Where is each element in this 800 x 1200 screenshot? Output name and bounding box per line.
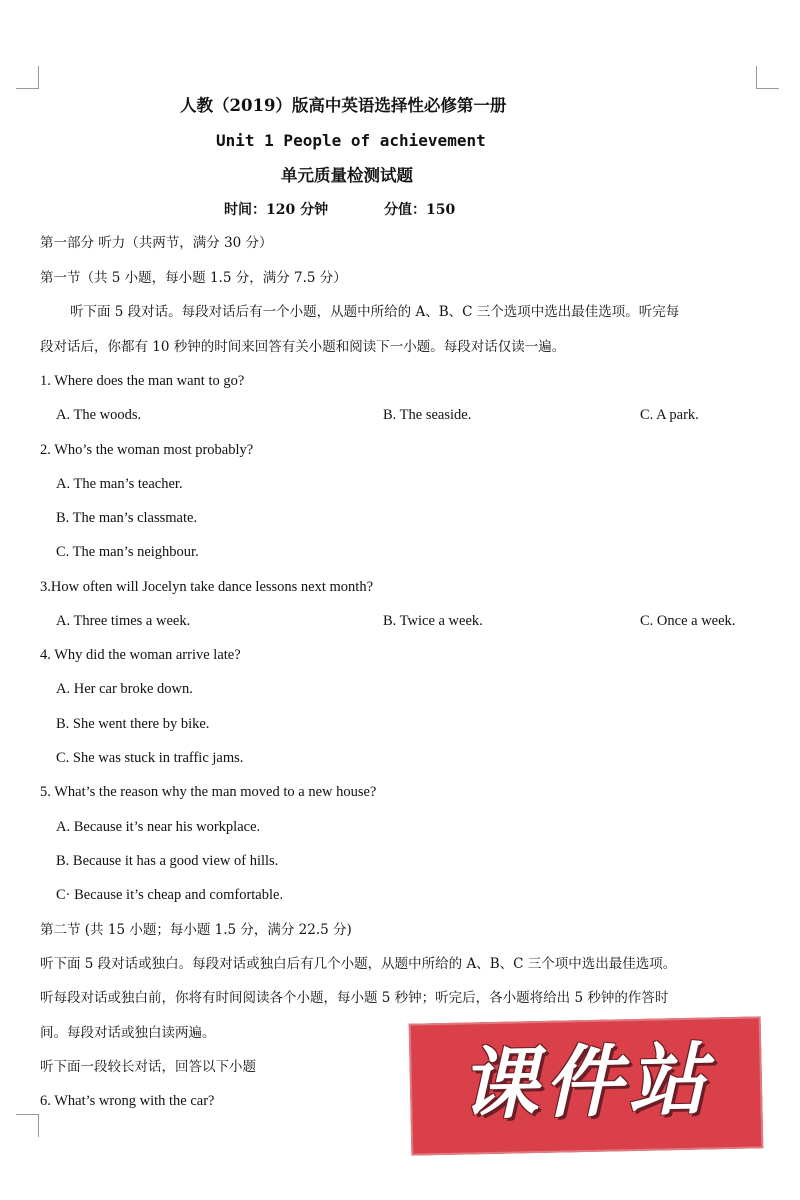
section1-heading: 第一节（共 5 小题，每小题 1.5 分，满分 7.5 分） xyxy=(40,270,347,286)
option-a: A. Her car broke down. xyxy=(56,681,193,697)
question-5: 5. What’s the reason why the man moved to a new house? xyxy=(40,784,377,800)
page-corner-mark-top-right xyxy=(756,66,779,89)
option-a: A. The woods. xyxy=(56,407,142,423)
option-b: B. Because it has a good view of hills. xyxy=(56,853,279,869)
watermark-stamp xyxy=(409,1016,764,1155)
option-a: A. The man’s teacher. xyxy=(56,476,183,492)
score-label: 分值：150 xyxy=(384,202,456,218)
section1-instruction: 听下面 5 段对话。每段对话后有一个小题，从题中所给的 A、B、C 三个选项中选出最佳选项。听完每 xyxy=(70,304,680,320)
watermark-text: 课件站 xyxy=(459,1035,713,1131)
option-c: C. A park. xyxy=(640,407,699,423)
option-b: B. She went there by bike. xyxy=(56,716,210,732)
option-c: C· Because it’s cheap and comfortable. xyxy=(56,887,284,903)
option-c: C. She was stuck in traffic jams. xyxy=(56,750,244,766)
unit-title: Unit 1 People of achievement xyxy=(216,131,486,150)
question-2: 2. Who’s the woman most probably? xyxy=(40,442,254,458)
part1-heading: 第一部分 听力（共两节，满分 30 分） xyxy=(40,235,273,251)
time-label: 时间：120 分钟 xyxy=(224,202,329,218)
section2-instruction: 听下面 5 段对话或独白。每段对话或独白后有几个小题，从题中所给的 A、B、C 三个项中选出最佳选项。 xyxy=(40,956,677,972)
page-corner-mark-bottom-left xyxy=(16,1114,39,1137)
page-corner-mark-top-left xyxy=(16,66,39,89)
option-a: A. Three times a week. xyxy=(56,613,191,629)
option-b: B. The seaside. xyxy=(383,407,472,423)
book-title: 人教（2019）版高中英语选择性必修第一册 xyxy=(180,96,507,115)
option-b: B. Twice a week. xyxy=(383,613,483,629)
question-3: 3.How often will Jocelyn take dance lessons next month? xyxy=(40,579,374,595)
section2-prompt: 听下面一段较长对话，回答以下小题 xyxy=(40,1059,256,1075)
section2-heading: 第二节 (共 15 小题；每小题 1.5 分，满分 22.5 分) xyxy=(40,922,352,938)
section1-instruction: 段对话后，你都有 10 秒钟的时间来回答有关小题和阅读下一小题。每段对话仅读一遍。 xyxy=(40,339,566,355)
question-1: 1. Where does the man want to go? xyxy=(40,373,245,389)
option-c: C. Once a week. xyxy=(640,613,736,629)
option-c: C. The man’s neighbour. xyxy=(56,544,199,560)
test-title: 单元质量检测试题 xyxy=(281,166,413,185)
option-a: A. Because it’s near his workplace. xyxy=(56,819,261,835)
section2-instruction: 间。每段对话或独白读两遍。 xyxy=(40,1025,216,1041)
section2-instruction: 听每段对话或独白前，你将有时间阅读各个小题，每小题 5 秒钟；听完后，各小题将给出 5 秒钟的作答时 xyxy=(40,990,669,1006)
question-6: 6. What’s wrong with the car? xyxy=(40,1093,215,1109)
option-b: B. The man’s classmate. xyxy=(56,510,198,526)
question-4: 4. Why did the woman arrive late? xyxy=(40,647,241,663)
